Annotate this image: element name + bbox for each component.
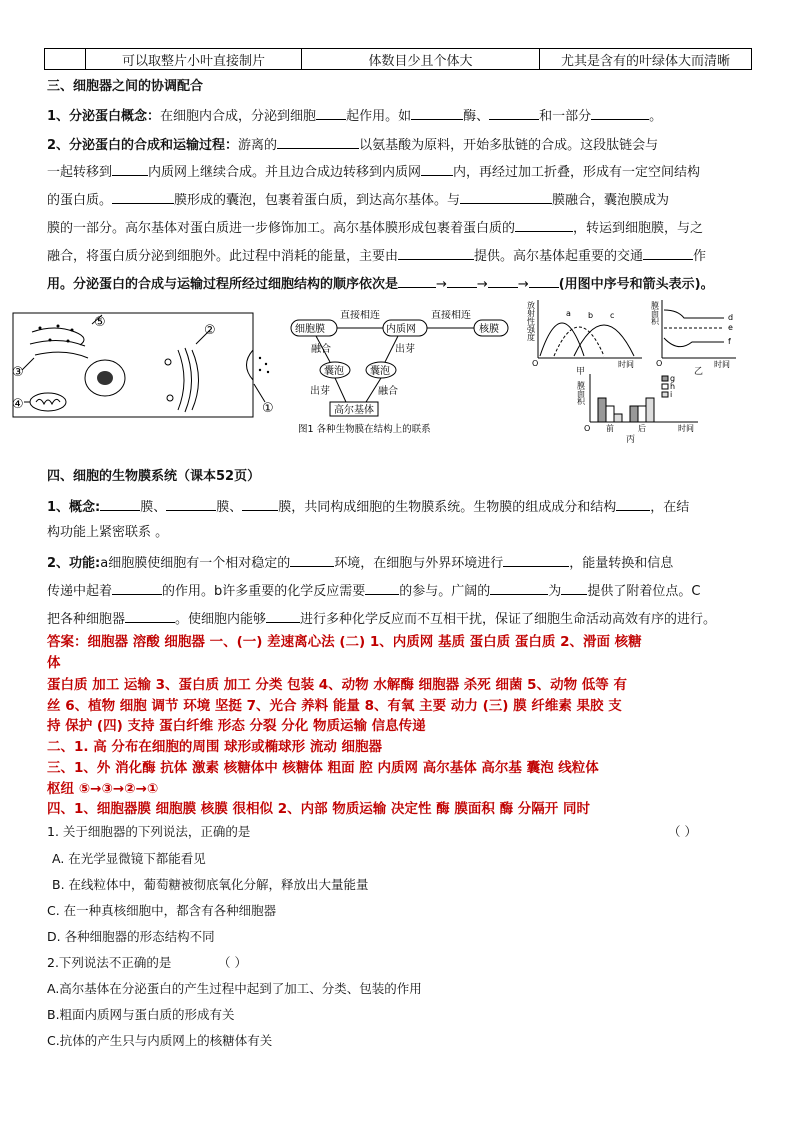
option-b: B. 在线粒体中，葡萄糖被彻底氧化分解，释放出大量能量 xyxy=(52,877,369,892)
question-1-stem: 1. 关于细胞器的下列说法，正确的是 xyxy=(47,824,251,839)
synthesis-line-6: 用。分泌蛋白的合成与运输过程所经过细胞结构的顺序依次是 → → → (用图中序号和箭头表示)。 xyxy=(47,274,714,294)
comparison-table-row xyxy=(44,48,752,70)
svg-text:强: 强 xyxy=(527,325,535,334)
function-line-3: 把各种细胞器 。使细胞内能够 进行多种化学反应而不互相干扰，保证了细胞生命活动高效有序的进行。 xyxy=(47,609,716,629)
radioactivity-graph xyxy=(524,298,646,377)
svg-text:时间: 时间 xyxy=(714,360,730,369)
synthesis-line-2: 一起转移到 内质网上继续合成。并且边合成边转移到内质网 内，再经过加工折叠，形成有一定空间结构 xyxy=(47,162,700,182)
edge-label: 出芽 xyxy=(395,344,415,355)
answer-line: 蛋白质 加工 运输 3、蛋白质 加工 分类 包装 4、动物 水解酶 细胞器 杀死 细菌 5、动物 低等 有 xyxy=(47,677,627,693)
svg-text:膜: 膜 xyxy=(651,301,659,310)
node-vesicle: 囊泡 xyxy=(324,366,344,377)
synthesis-line-1: 2、分泌蛋白的合成和运输过程：游离的 以氨基酸为原料，开始多肽链的合成。这段肽链会与 xyxy=(47,135,658,155)
node-cell-membrane: 细胞膜 xyxy=(295,324,325,335)
answer-line: 三、1、外 消化酶 抗体 激素 核糖体中 核糖体 粗面 腔 内质网 高尔基体 高尔基 囊泡 线粒体 xyxy=(47,760,599,776)
svg-text:时间: 时间 xyxy=(678,424,694,433)
legend-label: i xyxy=(670,390,673,399)
membrane-area-graph xyxy=(648,298,738,377)
answer-line: 持 保护 (四) 支持 蛋白纤维 形态 分裂 分化 物质运输 信息传递 xyxy=(47,718,426,734)
answer-line: 答案：细胞器 溶酸 细胞器 一、(一) 差速离心法 (二) 1、内质网 基质 蛋白质 蛋白质 2、滑面 核糖 xyxy=(47,634,642,650)
node-golgi: 高尔基体 xyxy=(334,405,374,416)
node-vesicle: 囊泡 xyxy=(370,366,390,377)
synthesis-line-5: 融合，将蛋白质分泌到细胞外。此过程中消耗的能量，主要由 提供。高尔基体起重要的交通 作 xyxy=(47,246,706,266)
svg-text:面: 面 xyxy=(651,309,659,318)
synthesis-line-3: 的蛋白质。 膜形成的囊泡，包裹着蛋白质，到达高尔基体。与 膜融合，囊泡膜成为 xyxy=(47,190,669,210)
svg-text:O: O xyxy=(656,359,663,368)
answer-line: 体 xyxy=(47,655,61,671)
option-d: D. 各种细胞器的形态结构不同 xyxy=(47,929,215,944)
cell-label: ④ xyxy=(12,397,24,412)
answer-line: 枢纽 ⑤→③→②→① xyxy=(47,781,159,797)
svg-text:积: 积 xyxy=(651,317,659,326)
svg-text:度: 度 xyxy=(527,333,535,342)
cell-label: ③ xyxy=(12,365,24,380)
svg-text:射: 射 xyxy=(527,309,535,318)
svg-text:O: O xyxy=(532,359,539,368)
svg-text:前: 前 xyxy=(606,424,614,433)
table-cell: 可以取整片小叶直接制片 xyxy=(86,49,302,70)
graph-label: 甲 xyxy=(576,367,586,377)
cell-label: ① xyxy=(262,401,274,416)
table-cell: 尤其是含有的叶绿体大而清晰 xyxy=(540,49,752,70)
link-label: 直接相连 xyxy=(340,310,380,321)
graph-label: 乙 xyxy=(694,367,704,377)
graph-label: 丙 xyxy=(626,435,636,445)
curve-label: f xyxy=(728,337,731,346)
legend-label: h xyxy=(670,382,676,391)
answer-line: 二、1. 高 分布在细胞的周围 球形或椭球形 流动 细胞器 xyxy=(47,739,383,755)
figure-caption: 图1 各种生物膜在结构上的联系 xyxy=(298,424,431,435)
svg-text:放: 放 xyxy=(527,301,535,310)
answer-blank: （ ） xyxy=(218,955,247,970)
function-line-1: 2、功能:a细胞膜使细胞有一个相对稳定的 环境，在细胞与外界环境进行 ，能量转换和信息 xyxy=(47,553,673,573)
answer-line: 丝 6、植物 细胞 调节 环境 坚挺 7、光合 养料 能量 8、有氧 主要 动力 (三) 膜 纤维素 果胶 支 xyxy=(47,698,622,714)
secretory-protein-definition: 1、分泌蛋白概念：在细胞内合成，分泌到细胞 起作用。如 酶、 和一部分 。 xyxy=(47,106,662,126)
cell-label: ⑤ xyxy=(94,315,106,330)
svg-text:时间: 时间 xyxy=(618,360,634,369)
legend-label: g xyxy=(670,374,676,383)
edge-label: 融合 xyxy=(378,386,398,397)
cell-diagram xyxy=(10,310,280,424)
link-label: 直接相连 xyxy=(431,310,471,321)
function-line-2: 传递中起着 的作用。b许多重要的化学反应需要 的参与。广阔的 为 提供了附着位点。C xyxy=(47,581,700,601)
curve-label: b xyxy=(588,311,594,320)
section3-heading: 三、细胞器之间的协调配合 xyxy=(47,79,204,94)
svg-text:积: 积 xyxy=(577,397,585,406)
option-c: C.抗体的产生只与内质网上的核糖体有关 xyxy=(47,1033,273,1048)
edge-label: 融合 xyxy=(311,344,331,355)
concept-line-1: 1、概念: 膜、 膜、 膜，共同构成细胞的生物膜系统。生物膜的组成成分和结构 ，在结 xyxy=(47,497,689,517)
answer-line: 四、1、细胞器膜 细胞膜 核膜 很相似 2、内部 物质运输 决定性 酶 膜面积 酶 分隔开 同时 xyxy=(47,801,590,817)
svg-text:后: 后 xyxy=(638,424,646,433)
edge-label: 出芽 xyxy=(310,386,330,397)
option-b: B.粗面内质网与蛋白质的形成有关 xyxy=(47,1007,235,1022)
curve-label: e xyxy=(728,323,733,332)
svg-text:O: O xyxy=(584,424,591,433)
answer-blank: （ ） xyxy=(668,824,697,839)
membrane-connection-diagram xyxy=(288,310,516,442)
membrane-area-bar-chart xyxy=(574,372,704,445)
svg-text:面: 面 xyxy=(577,389,585,398)
svg-text:膜: 膜 xyxy=(577,381,585,390)
curve-label: d xyxy=(728,313,734,322)
table-cell xyxy=(45,49,86,70)
synthesis-line-4: 膜的一部分。高尔基体对蛋白质进一步修饰加工。高尔基体膜形成包裹着蛋白质的 ，转运到细胞膜，与之 xyxy=(47,218,703,238)
curve-label: a xyxy=(566,309,571,318)
cell-label: ② xyxy=(204,323,216,338)
node-er: 内质网 xyxy=(386,324,416,335)
svg-text:性: 性 xyxy=(527,317,535,326)
option-a: A.高尔基体在分泌蛋白的产生过程中起到了加工、分类、包装的作用 xyxy=(47,981,422,996)
concept-line-2: 构功能上紧密联系 。 xyxy=(47,525,169,540)
option-a: A. 在光学显微镜下都能看见 xyxy=(52,851,206,866)
question-2-stem: 2.下列说法不正确的是 xyxy=(47,955,172,970)
option-c: C. 在一种真核细胞中，都含有各种细胞器 xyxy=(47,903,277,918)
section4-heading: 四、细胞的生物膜系统（课本52页） xyxy=(47,469,261,484)
node-nuclear-membrane: 核膜 xyxy=(479,324,499,335)
curve-label: c xyxy=(610,311,615,320)
table-cell: 体数目少且个体大 xyxy=(302,49,540,70)
